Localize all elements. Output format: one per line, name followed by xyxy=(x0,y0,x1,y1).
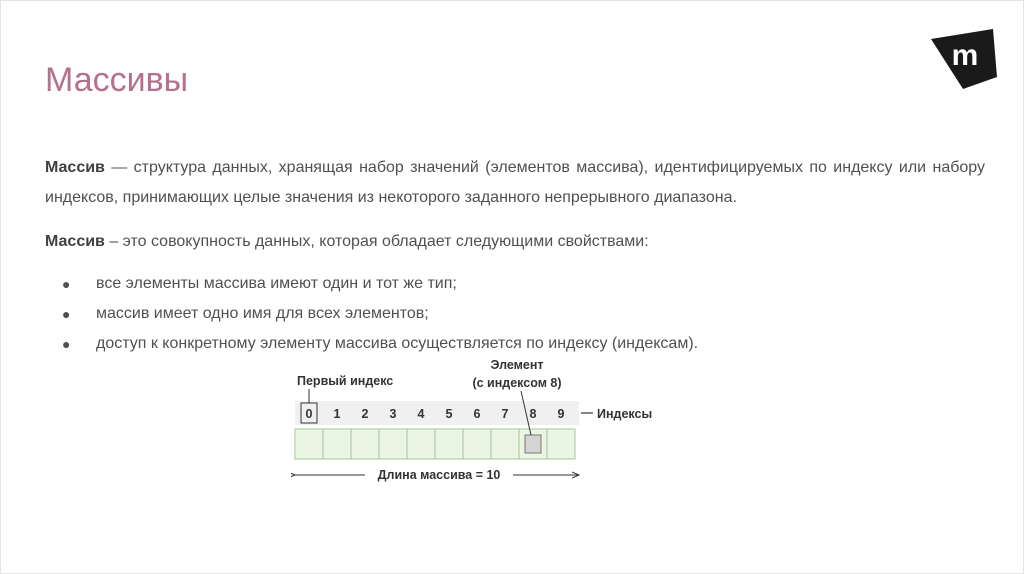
properties-term: Массив xyxy=(45,233,105,250)
list-item-text: все элементы массива имеют один и тот же тип; xyxy=(96,275,457,292)
index-label: 1 xyxy=(333,407,341,421)
bullet-dot: ● xyxy=(62,336,71,352)
index-label: 2 xyxy=(361,407,369,421)
index-label: 8 xyxy=(529,407,537,421)
slide-title: Массивы xyxy=(45,61,189,99)
index-label: 5 xyxy=(445,407,453,421)
array-cell xyxy=(351,429,379,459)
index-label: 0 xyxy=(305,407,313,421)
properties-text: – это совокупность данных, которая обладает следующими свойствами: xyxy=(104,233,649,250)
cell-row xyxy=(295,429,575,459)
array-cell xyxy=(323,429,351,459)
brand-logo xyxy=(927,27,999,91)
element-label-line2: (с индексом 8) xyxy=(472,376,562,390)
array-cell xyxy=(547,429,575,459)
properties-list xyxy=(45,269,698,359)
index-label: 6 xyxy=(473,407,481,421)
indices-label: Индексы xyxy=(597,407,653,421)
list-item-text: массив имеет одно имя для всех элементов; xyxy=(96,305,429,322)
definition-paragraph xyxy=(45,153,985,213)
array-cell xyxy=(379,429,407,459)
index-label: 3 xyxy=(389,407,397,421)
first-index-label: Первый индекс xyxy=(297,374,394,388)
index-label: 9 xyxy=(557,407,565,421)
length-label: Длина массива = 10 xyxy=(377,468,501,482)
array-diagram xyxy=(291,353,671,485)
definition-term: Массив xyxy=(45,159,105,176)
bullet-dot: ● xyxy=(62,276,71,292)
index-label: 7 xyxy=(501,407,509,421)
array-cell xyxy=(295,429,323,459)
array-cell xyxy=(491,429,519,459)
array-cell xyxy=(407,429,435,459)
list-item xyxy=(45,299,698,329)
bullet-dot: ● xyxy=(62,306,71,322)
list-item xyxy=(45,269,698,299)
highlighted-element xyxy=(525,435,541,453)
logo-letter: m xyxy=(951,39,979,72)
list-item-text: доступ к конкретному элементу массива осуществляется по индексу (индексам). xyxy=(96,335,699,352)
index-label: 4 xyxy=(417,407,425,421)
array-cell xyxy=(435,429,463,459)
array-cell xyxy=(463,429,491,459)
definition-text: — структура данных, хранящая набор значений (элементов массива), идентифицируемых по индексу или набору индексов, принимающих целые значения из некоторого заданного непрерывного диапазона. xyxy=(45,159,985,206)
element-label-line1: Элемент xyxy=(490,358,544,372)
properties-intro xyxy=(45,227,985,257)
